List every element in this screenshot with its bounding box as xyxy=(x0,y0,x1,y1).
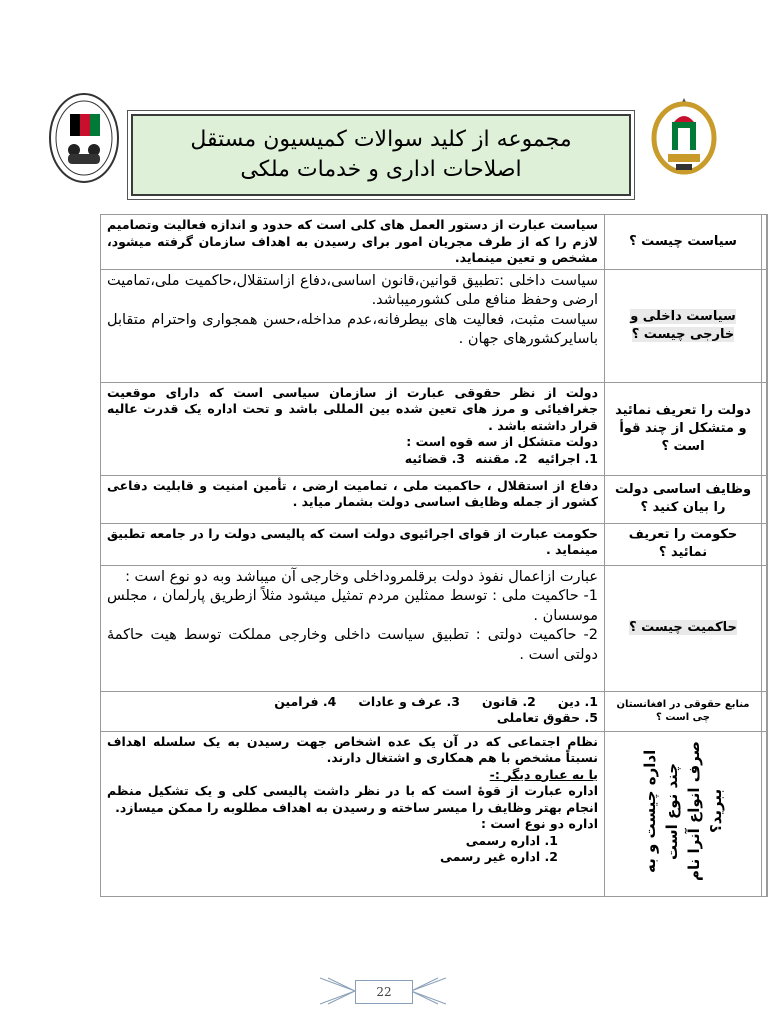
list-item: 1. دین xyxy=(557,693,598,709)
table-row xyxy=(101,691,768,731)
document-title xyxy=(131,114,631,196)
answer-text: سیاست مثبت، فعالیت های بیطرفانه،عدم مداخله،حسن همجواری واحترام متقابل باسایرکشورهای جهان . xyxy=(107,311,598,347)
answer-cell xyxy=(101,269,605,382)
answer-cell: سیاست عبارت از دستور العمل های کلی است که حدود و اندازه فعالیت وتصامیم لازم را که از طرف مجریان امور برای رسیدن به اهداف سازمان گرفته میشود، مشخص و تعین مینماید. xyxy=(101,215,605,270)
answer-text: عبارت ازاعمال نفوذ دولت برقلمروداخلی وخارجی آن میباشد وبه دو نوع است : xyxy=(125,568,598,585)
list-item: 1. اداره رسمی xyxy=(465,832,558,848)
answer-cell: دفاع از استقلال ، حاکمیت ملی ، تمامیت ارضی ، تأمین امنیت و قابلیت دفاعی کشور از جمله وظایف اساسی دولت بشمار میاید . xyxy=(101,475,605,523)
answer-cell xyxy=(101,565,605,691)
question-cell: منابع حقوقی در افغانستان چی است ؟ xyxy=(605,691,762,731)
question-cell: سیاست چیست ؟ xyxy=(605,215,762,270)
answer-cell xyxy=(101,731,605,896)
question-cell: حکومت را تعریف نمائید ؟ xyxy=(605,523,762,565)
list-item: 5. حقوق تعاملی xyxy=(496,710,598,725)
list-item: 4. فرامین xyxy=(274,693,337,709)
answer-text: 2- حاکمیت دولتی : تطبیق سیاست داخلی وخارجی مملکت توسط هیت حاکمهٔ دولتی است . xyxy=(107,627,598,663)
answer-cell xyxy=(101,691,605,731)
question-cell xyxy=(605,565,762,691)
answer-cell xyxy=(101,382,605,475)
list-item: 1. اجرائیه xyxy=(537,450,598,466)
national-emblem-logo xyxy=(648,92,720,184)
title-line-2: اصلاحات اداری و خدمات ملکی xyxy=(240,157,522,182)
question-cell xyxy=(605,269,762,382)
answer-text: نظام اجتماعی که در آن یک عده اشخاص جهت رسیدن به یک سلسله اهداف نسبتاً مشخص با هم همکاری و اشتغال دارند. xyxy=(107,733,598,765)
commission-seal-logo xyxy=(48,92,120,184)
table-row xyxy=(101,475,768,523)
list-item: 2. قانون xyxy=(481,693,536,709)
answer-text: 1- حاکمیت ملی : توسط ممثلین مردم تمثیل میشود مثلاً ازطریق پارلمان ، مجلس موسسان . xyxy=(107,588,598,624)
title-line-1: مجموعه از کلید سوالات کمیسیون مستقل xyxy=(190,127,572,152)
table-row xyxy=(101,215,768,270)
list-item: 2. مقننه xyxy=(475,450,528,466)
table-row xyxy=(101,382,768,475)
answer-text: اداره عبارت از قوهٔ است که با در نظر داشت پالیسی کلی و یک تشکیل منظم انجام بهتر وظایف را میسر ساخته و رسیدن به اهداف مطلوبه را ممکن میسازد. xyxy=(107,783,598,815)
qa-table xyxy=(100,214,768,897)
answer-cell: حکومت عبارت از قوای اجرائیوی دولت است که پالیسی دولت را در جامعه تطبیق مینماید . xyxy=(101,523,605,565)
source-list xyxy=(107,694,598,711)
table-row xyxy=(101,269,768,382)
answer-text: سیاست داخلی :تطبیق قوانین،قانون اساسی،دفاع ازاستقلال،حاکمیت ملی،تمامیت ارضی وحفظ منافع ملی کشورمیباشد. xyxy=(107,272,598,308)
question-text: حاکمیت چیست ؟ xyxy=(629,620,737,635)
answer-text: یا به عباره دیگر :- xyxy=(489,766,598,782)
answer-text: اداره دو نوع است : xyxy=(480,816,598,831)
question-cell: دولت را تعریف نمائید و متشکل از چند قوأ است ؟ xyxy=(605,382,762,475)
question-text: اداره چیست و به چند نوع است صرف انواع آنرا نام ببرید؟ xyxy=(641,740,725,881)
answer-text: دولت متشکل از سه قوه است : xyxy=(406,434,598,449)
list-item: 2. اداره غیر رسمی xyxy=(440,849,558,864)
table-row xyxy=(101,731,768,896)
answer-text: دولت از نظر حقوقی عبارت از سازمان سیاسی است که دارای موقعیت جغرافیائی و مرز های تعین شده بین المللی باشد و تحت اداره یک قدرت عالیه قرار داشته باشد . xyxy=(107,384,598,433)
table-row xyxy=(101,565,768,691)
page-number-ornament xyxy=(318,970,448,1012)
page-number: 22 xyxy=(355,980,413,1004)
list-item: 3. عرف و عادات xyxy=(358,693,460,709)
question-cell xyxy=(605,731,762,896)
question-cell: وظایف اساسی دولت را بیان کنید ؟ xyxy=(605,475,762,523)
table-row xyxy=(101,523,768,565)
branch-list xyxy=(107,451,598,468)
list-item: 3. قضائیه xyxy=(404,450,466,466)
question-text: سیاست داخلی و خارجی چیست ؟ xyxy=(630,308,736,342)
